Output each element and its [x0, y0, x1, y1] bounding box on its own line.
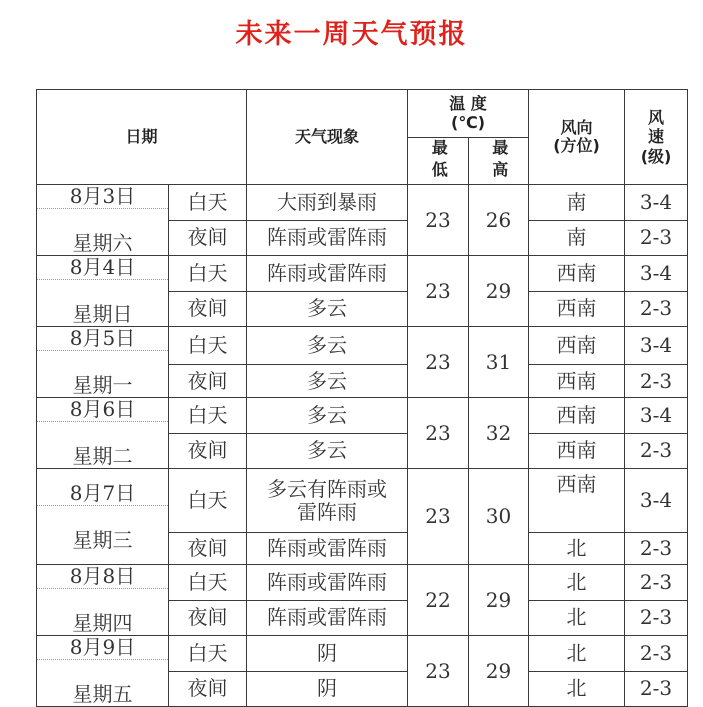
period-day: 白天: [169, 327, 247, 365]
header-wind-speed: 风 速 (级): [625, 90, 688, 185]
temp-low-cell: 23: [408, 469, 469, 565]
wind-direction-cell: 西南: [529, 291, 625, 327]
weather-cell: 阵雨或雷阵雨: [247, 256, 408, 292]
date-cell: 8月8日 星期四: [37, 565, 169, 636]
weather-forecast-table: [36, 89, 688, 707]
header-temp-low: 最低: [408, 138, 469, 185]
period-day: 白天: [169, 185, 247, 221]
wind-speed-cell: 2-3: [625, 291, 688, 327]
temp-high-cell: 32: [469, 398, 529, 469]
weather-cell: 阵雨或雷阵雨: [247, 533, 408, 565]
wind-speed-cell: 2-3: [625, 565, 688, 601]
wind-speed-cell: 3-4: [625, 398, 688, 434]
weather-cell: 阵雨或雷阵雨: [247, 600, 408, 636]
wind-direction-cell: 北: [529, 533, 625, 565]
temp-low-cell: 23: [408, 636, 469, 707]
wind-direction-cell: 西南: [529, 469, 625, 533]
wind-speed-cell: 2-3: [625, 671, 688, 707]
temp-low-cell: 23: [408, 327, 469, 398]
temp-high-cell: 29: [469, 565, 529, 636]
wind-speed-cell: 2-3: [625, 636, 688, 672]
wind-speed-cell: 2-3: [625, 365, 688, 398]
date-cell: 8月3日 星期六: [37, 185, 169, 256]
temp-high-cell: 30: [469, 469, 529, 565]
period-night: 夜间: [169, 600, 247, 636]
date-cell: 8月6日 星期二: [37, 398, 169, 469]
weather-cell: 阵雨或雷阵雨: [247, 220, 408, 256]
wind-speed-cell: 2-3: [625, 220, 688, 256]
period-day: 白天: [169, 469, 247, 533]
temp-high-cell: 26: [469, 185, 529, 256]
weather-cell: 多云: [247, 433, 408, 469]
date-cell: 8月5日 星期一: [37, 327, 169, 398]
wind-direction-cell: 南: [529, 220, 625, 256]
period-day: 白天: [169, 636, 247, 672]
wind-speed-cell: 3-4: [625, 327, 688, 365]
period-night: 夜间: [169, 533, 247, 565]
wind-direction-cell: 北: [529, 600, 625, 636]
weather-cell: 多云有阵雨或 雷阵雨: [247, 469, 408, 533]
period-day: 白天: [169, 398, 247, 434]
wind-direction-cell: 西南: [529, 365, 625, 398]
weather-cell: 阴: [247, 636, 408, 672]
temp-high-cell: 29: [469, 256, 529, 327]
weather-cell: 多云: [247, 398, 408, 434]
wind-speed-cell: 2-3: [625, 600, 688, 636]
wind-direction-cell: 西南: [529, 398, 625, 434]
period-night: 夜间: [169, 433, 247, 469]
weather-cell: 多云: [247, 327, 408, 365]
temp-low-cell: 22: [408, 565, 469, 636]
temp-low-cell: 23: [408, 185, 469, 256]
period-night: 夜间: [169, 220, 247, 256]
date-cell: 8月4日 星期日: [37, 256, 169, 327]
weather-cell: 多云: [247, 365, 408, 398]
header-temperature: 温 度 (℃): [408, 90, 529, 138]
page-title: 未来一周天气预报: [235, 19, 468, 50]
weather-cell: 大雨到暴雨: [247, 185, 408, 221]
wind-speed-cell: 3-4: [625, 185, 688, 221]
weather-cell: 阵雨或雷阵雨: [247, 565, 408, 601]
temp-low-cell: 23: [408, 398, 469, 469]
header-wind-direction: 风向 (方位): [529, 90, 625, 185]
header-date: 日期: [37, 90, 247, 185]
wind-direction-cell: 北: [529, 636, 625, 672]
date-cell: 8月7日 星期三: [37, 469, 169, 565]
weather-cell: 阴: [247, 671, 408, 707]
period-night: 夜间: [169, 671, 247, 707]
wind-direction-cell: 北: [529, 565, 625, 601]
period-night: 夜间: [169, 291, 247, 327]
period-day: 白天: [169, 565, 247, 601]
wind-speed-cell: 2-3: [625, 433, 688, 469]
wind-direction-cell: 西南: [529, 433, 625, 469]
temp-high-cell: 29: [469, 636, 529, 707]
temp-low-cell: 23: [408, 256, 469, 327]
temp-high-cell: 31: [469, 327, 529, 398]
weather-cell: 多云: [247, 291, 408, 327]
wind-speed-cell: 3-4: [625, 469, 688, 533]
wind-direction-cell: 西南: [529, 327, 625, 365]
header-temp-high: 最高: [469, 138, 529, 185]
wind-direction-cell: 北: [529, 671, 625, 707]
wind-speed-cell: 2-3: [625, 533, 688, 565]
period-day: 白天: [169, 256, 247, 292]
period-night: 夜间: [169, 365, 247, 398]
header-weather: 天气现象: [247, 90, 408, 185]
wind-direction-cell: 西南: [529, 256, 625, 292]
wind-speed-cell: 3-4: [625, 256, 688, 292]
date-cell: 8月9日 星期五: [37, 636, 169, 707]
wind-direction-cell: 南: [529, 185, 625, 221]
